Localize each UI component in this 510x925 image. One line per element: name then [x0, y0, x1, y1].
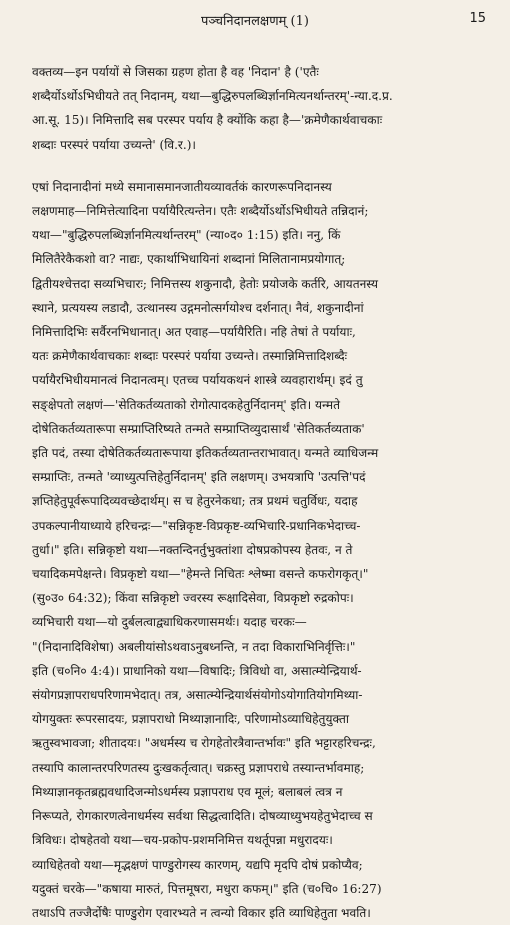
text-line: व्यभिचारी यथा—यो दुर्बलत्वाद्व्याधिकरणासमर्थः। यदाह चरकः— [32, 615, 307, 630]
text-line: दोषेतिकर्तव्यतारूपा सम्प्राप्तिरिष्यते तन्मते सम्प्राप्तिव्युदासार्थं 'सेतिकर्तव्यताक' [32, 421, 365, 436]
text-line: उपकल्पानीयाध्याये हरिचन्द्रः—"सन्निकृष्ट-विप्रकृष्ट-व्यभिचारि-प्रधानिकभेदाच्च- [32, 518, 361, 533]
text-line: व्याधिहेतवो यथा—मृद्भक्षणं पाण्डुरोगस्य कारणम्, यद्यपि मृदपि दोषं प्रकोप्यैव; [32, 857, 363, 872]
text-line: सङ्क्षेपतो लक्षणं—'सेतिकर्तव्यताको रोगोत्पादकहेतुर्निदानम्' इति। यन्मते [32, 397, 340, 412]
text-line: आ.सू. 15)। निमित्तादि सब परस्पर पर्याय है क्योंकि कहा है—'क्रमेणैकार्थवाचकाः [32, 113, 383, 128]
text-line: इति पदं, तस्या दोषेतिकर्तव्यतारूपाया इतिकर्तव्यतान्तराभावात्। यन्मते व्याधिजन्म [32, 446, 379, 461]
text-line: (सु०उ० 64:32); किंवा सन्निकृष्टो ज्वरस्य रूक्षादिसेवा, विप्रकृष्टो रुद्रकोपः। [32, 591, 354, 606]
text-line: संयोगप्रज्ञापराधपरिणामभेदात्। तत्र, असात्म्येन्द्रियार्थसंयोगोऽयोगातियोगमिथ्या- [32, 688, 363, 703]
text-line: सम्प्राप्तिः, तन्मते 'व्याध्युत्पत्तिहेतुर्निदानम्' इति लक्षणम्। उभयत्रापि 'उत्पत्ति'पदं [32, 470, 366, 485]
text-line: निरूप्यते, रोगकारणत्वेनाधर्मस्य सर्वथा सिद्धत्वादिति। दोषव्याध्युभयहेतुभेदाच्च स [32, 809, 373, 824]
text-line: "(निदानादिविशेषा) अबलीयांसोऽथवाऽनुबध्नन्ति, न तदा विकाराभिनिर्वृत्तिः।" [32, 639, 356, 654]
text-line: स्थाने, प्रत्ययस्य लडादौ, उत्थानस्य उद्गमनोत्सर्गयोश्च दर्शनात्। नैवं, शकुनादीनां [32, 300, 364, 315]
text-line: लक्षणमाह—निमित्तेत्यादिना पर्यायैरित्यन्तेन। एतैः शब्दैर्योऽर्थोऽभिधीयते तन्निदानं; [32, 204, 369, 219]
text-line: पर्यायैरभिधीयमानत्वं निदानत्वम्। एतच्च पर्यायकथनं शास्त्रे व्यवहारार्थम्। इदं तु [32, 373, 363, 388]
text-line: शब्दाः परस्परं पर्याया उच्यन्ते' (वि.र.)। [32, 137, 197, 152]
page-number: 15 [469, 11, 486, 26]
text-line: निमित्तादिभिः सर्वैरनभिधानात्। अत एवाह—पर्यायैरिति। नहि तेषां ते पर्यायाः, [32, 325, 356, 340]
text-line: तस्यापि कालान्तरपरिणतस्य दुःखकर्तृत्वात्। चक्रस्तु प्रज्ञापराधे तस्यान्तर्भावमाह; [32, 760, 365, 775]
text-line: यतः क्रमेणैकार्थवाचकाः शब्दाः परस्परं पर्याया उच्यन्ते। तस्मान्निमित्तादिशब्दैः [32, 349, 348, 364]
text-line: यदुक्तं चरके—"कषाया मारुतं, पित्तमूषरा, मधुरा कफम्।" इति (च०चि० 16:27) [32, 881, 382, 896]
text-line: मिथ्याज्ञानकृतब्रह्मवधादिजन्मोऽधर्मस्य प्रज्ञापराध एव मूलं; बलाबलं त्वत्र न [32, 784, 343, 799]
commentary-paragraph [32, 175, 484, 925]
text-line: यथा—"बुद्धिरुपलब्धिर्ज्ञानमित्यर्थान्तरम्" (न्या०द० 1:15) इति। ननु, किं [32, 228, 341, 243]
note-paragraph [32, 60, 484, 157]
text-line: ज्ञप्तिहेतुपूर्वरूपादिव्यवच्छेदार्थम्। स च हेतुरनेकधा; तत्र प्रथमं चतुर्विधः, यदाह [32, 494, 358, 509]
text-line: तुर्धा।" इति। सन्निकृष्टो यथा—नक्तन्दिनर्तुभुक्तांशा दोषप्रकोपस्य हेतवः, न ते [32, 542, 353, 557]
text-line: तथाऽपि तज्जैर्दोषैः पाण्डुरोग एवारभ्यते न त्वन्यो विकार इति व्याधिहेतुता भवति। [32, 905, 371, 920]
text-line: चयादिकमपेक्षन्ते। विप्रकृष्टो यथा—"हेमन्ते निचितः श्लेष्मा वसन्ते कफरोगकृत्।" [32, 567, 369, 582]
running-title: पञ्चनिदानलक्षणम् (1) [201, 14, 309, 29]
text-line: एषां निदानादीनां मध्ये समानासमानजातीयव्यावर्तकं कारणरूपनिदानस्य [32, 179, 332, 194]
text-line: त्रिविधः। दोषहेतवो यथा—चय-प्रकोप-प्रशमनिमित्त यथर्तूपन्ना मधुरादयः। [32, 833, 333, 848]
text-line: ऋतुस्वभावजा; शीतादयः। "अधर्मस्य च रोगहेतोरत्रैवान्तर्भावः" इति भट्टारहरिचन्द्रः, [32, 736, 376, 751]
text-line: इति (च०नि० 4:4)। प्राधानिको यथा—विषादिः; त्रिविधो वा, असात्म्येन्द्रियार्थ- [32, 663, 362, 678]
text-line: शब्दैर्योऽर्थोऽभिधीयते तत् निदानम्, यथा—बुद्धिरुपलब्धिर्ज्ञानमित्यनर्थान्तरम्'-न्या.द.प्र. [32, 89, 393, 104]
text-line: योगयुक्तः रूपरसादयः, प्रज्ञापराधो मिथ्याज्ञानादिः, परिणामोऽव्याधिहेतुयुक्ता [32, 712, 349, 727]
page-header [0, 8, 510, 30]
text-line: वक्तव्य—इन पर्यायों से जिसका ग्रहण होता है वह 'निदान' है ('एतैः [32, 65, 319, 79]
text-line: मिलितैरेकैकशो वा? नाद्यः, एकार्थाभिधायिनां शब्दानां मिलितानामप्रयोगात्; [32, 252, 346, 267]
text-line: द्वितीयश्चेत्तदा सव्यभिचारः; निमित्तस्य शकुनादौ, हेतोः प्रयोजके कर्तरि, आयतनस्य [32, 276, 379, 291]
